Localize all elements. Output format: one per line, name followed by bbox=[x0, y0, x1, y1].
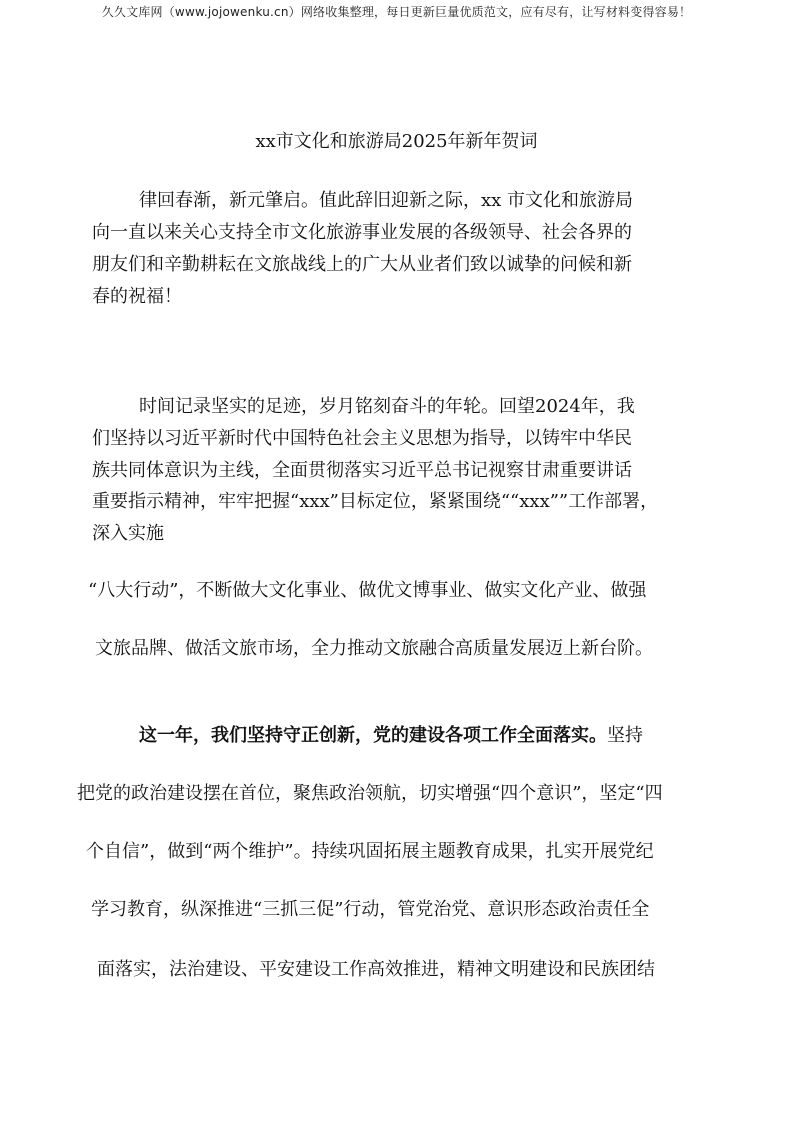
paragraph-4-line-2: 把党的政治建设摆在首位，聚焦政治领航，切实增强“四个意识”，坚定“四 bbox=[77, 783, 663, 804]
paragraph-2-line-2: 们坚持以习近平新时代中国特色社会主义思想为指导，以铸牢中华民 bbox=[92, 428, 632, 449]
paragraph-3-line-2: 文旅品牌、做活文旅市场，全力推动文旅融合高质量发展迈上新台阶。 bbox=[95, 638, 653, 659]
paragraph-1-line-4: 春的祝福！ bbox=[92, 286, 182, 307]
paragraph-4-lead-tail: 坚持 bbox=[607, 725, 643, 746]
paragraph-2-line-3: 族共同体意识为主线，全面贯彻落实习近平总书记视察甘肃重要讲话 bbox=[92, 460, 632, 481]
paragraph-1-line-1: 律回春渐，新元肇启。值此辞旧迎新之际，xx 市文化和旅游局 bbox=[139, 190, 634, 211]
paragraph-4-line-1 bbox=[139, 721, 643, 747]
paragraph-4-line-3: 个自信”，做到“两个维护”。持续巩固拓展主题教育成果，扎实开展党纪 bbox=[86, 841, 654, 862]
paragraph-2-line-5: 深入实施 bbox=[92, 523, 164, 544]
paragraph-3-line-1: “八大行动”，不断做大文化事业、做优文博事业、做实文化产业、做强 bbox=[88, 580, 647, 601]
paragraph-4-line-4: 学习教育，纵深推进“三抓三促”行动，管党治党、意识形态政治责任全 bbox=[91, 899, 650, 920]
paragraph-4-line-5: 面落实，法治建设、平安建设工作高效推进，精神文明建设和民族团结 bbox=[97, 959, 655, 980]
site-banner: 久久文库网（www.jojowenku.cn）网络收集整理，每日更新巨量优质范文，应有尽有，让写材料变得容易！ bbox=[101, 5, 692, 19]
paragraph-2-line-4: 重要指示精神，牢牢把握“xxx”目标定位，紧紧围绕““xxx””工作部署， bbox=[92, 491, 659, 512]
paragraph-4-lead: 这一年，我们坚持守正创新，党的建设各项工作全面落实。 bbox=[139, 725, 607, 746]
document-title: xx市文化和旅游局2025年新年贺词 bbox=[255, 131, 538, 152]
paragraph-1-line-3: 朋友们和辛勤耕耘在文旅战线上的广大从业者们致以诚挚的问候和新 bbox=[92, 254, 632, 275]
paragraph-2-line-1: 时间记录坚实的足迹，岁月铭刻奋斗的年轮。回望2024年，我 bbox=[139, 396, 635, 417]
paragraph-1-line-2: 向一直以来关心支持全市文化旅游事业发展的各级领导、社会各界的 bbox=[92, 222, 632, 243]
